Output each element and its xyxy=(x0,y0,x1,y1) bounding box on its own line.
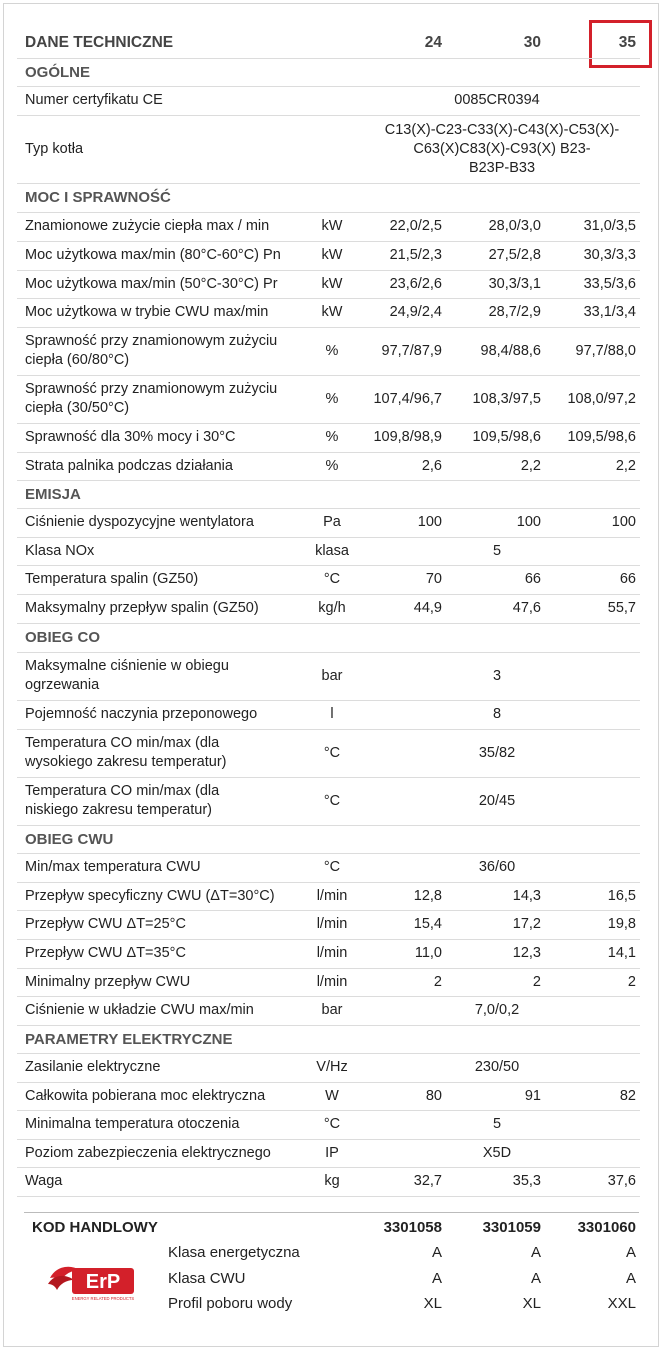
row-label xyxy=(25,882,310,910)
row-value-shared: 8 xyxy=(492,706,502,722)
row-value-1: 109,5/98,6 xyxy=(472,429,541,445)
table-row xyxy=(17,996,640,1026)
row-value-1: 35,3 xyxy=(512,1173,541,1189)
row-value-2: 97,7/88,0 xyxy=(575,342,636,359)
row-label xyxy=(25,1053,310,1082)
row-value-0: 24,9/2,4 xyxy=(389,304,442,320)
row-label-line: Strata palnika podczas działania xyxy=(25,457,233,474)
table-row xyxy=(17,777,640,826)
erp-row-value-2: A xyxy=(625,1243,636,1261)
row-label-line: Pojemność naczynia przeponowego xyxy=(25,706,258,722)
erp-logo-sub: ENERGY RELATED PRODUCTS xyxy=(71,1296,135,1301)
row-value-1: 91 xyxy=(524,1087,541,1104)
row-label-line: Ciśnienie w układzie CWU max/min xyxy=(25,1002,254,1018)
row-value-2: 30,3/3,3 xyxy=(583,247,636,263)
row-label-line: Maksymalne ciśnienie w obiegu xyxy=(25,658,229,674)
row-label-line: Całkowita pobierana moc elektryczna xyxy=(25,1087,266,1104)
table-row xyxy=(17,1167,640,1197)
table-row xyxy=(17,968,640,997)
row-label xyxy=(25,327,310,375)
table-row xyxy=(17,452,640,481)
row-label-line: Temperatura CO min/max (dla xyxy=(25,783,220,799)
table-row xyxy=(17,298,640,328)
row-value-2: 109,5/98,6 xyxy=(567,429,636,445)
row-value-shared: X5D xyxy=(482,1144,512,1161)
section-title: OBIEG CWU xyxy=(25,830,114,848)
row-value-1: 100 xyxy=(516,514,541,530)
row-label-line: Moc użytkowa w trybie CWU max/min xyxy=(25,304,269,320)
row-value-shared: 35/82 xyxy=(478,744,516,761)
row-value-2: 66 xyxy=(619,571,636,587)
erp-row-value-2: XXL xyxy=(607,1294,636,1312)
section-obieg_cwu xyxy=(17,825,640,854)
row-value-0: 15,4 xyxy=(413,916,442,932)
leaf-icon-2 xyxy=(48,1276,74,1290)
boiler-type-value xyxy=(362,115,642,183)
model-col-0: 24 xyxy=(424,33,442,51)
table-row xyxy=(17,212,640,242)
row-unit: °C xyxy=(323,859,341,875)
table-header xyxy=(17,26,640,59)
row-label xyxy=(25,1082,310,1110)
row-label xyxy=(25,508,310,537)
boiler-type-line: B23P-B33 xyxy=(468,159,536,176)
table-row xyxy=(17,1053,640,1083)
row-value-shared: 20/45 xyxy=(478,792,516,809)
row-label-line: Zasilanie elektryczne xyxy=(25,1059,161,1075)
row-unit: kW xyxy=(321,275,343,292)
kod-code-2: 3301060 xyxy=(577,1218,636,1236)
row-value-1: 2 xyxy=(532,973,541,990)
row-unit: kg/h xyxy=(318,600,346,616)
table-row xyxy=(17,939,640,969)
row-label xyxy=(25,968,310,996)
row-label xyxy=(25,212,310,241)
row-label-line: Sprawność przy znamionowym zużyciu xyxy=(25,381,278,397)
row-value-1: 17,2 xyxy=(512,916,541,932)
row-value-0: 97,7/87,9 xyxy=(381,342,442,359)
row-value-1: 98,4/88,6 xyxy=(480,342,541,359)
section-title: PARAMETRY ELEKTRYCZNE xyxy=(25,1030,233,1048)
row-value-shared: 230/50 xyxy=(474,1059,520,1075)
section-moc xyxy=(17,183,640,213)
row-value-0: 107,4/96,7 xyxy=(373,390,442,407)
row-value-0: 22,0/2,5 xyxy=(389,218,442,234)
table-row xyxy=(17,508,640,538)
row-label-line: Klasa NOx xyxy=(25,542,95,559)
cert-value: 0085CR0394 xyxy=(454,92,540,108)
row-unit: Pa xyxy=(323,514,341,530)
row-label-line: wysokiego zakresu temperatur) xyxy=(25,754,227,770)
kod-code-0: 3301058 xyxy=(383,1218,442,1236)
row-unit: % xyxy=(325,457,339,474)
row-label-line: Temperatura CO min/max (dla xyxy=(25,735,220,751)
table-row xyxy=(17,241,640,271)
row-value-0: 44,9 xyxy=(413,600,442,616)
row-unit: °C xyxy=(323,571,341,587)
row-unit: l xyxy=(330,706,334,722)
boiler-type-line: C13(X)-C23-C33(X)-C43(X)-C53(X)- xyxy=(384,121,620,138)
row-value-0: 70 xyxy=(425,571,442,587)
row-value-2: 108,0/97,2 xyxy=(567,390,636,407)
row-label-line: Minimalny przepływ CWU xyxy=(25,973,191,990)
row-value-shared: 36/60 xyxy=(478,859,516,875)
row-label-line: ogrzewania xyxy=(25,677,100,693)
table-row-cert xyxy=(17,86,640,116)
row-label xyxy=(25,375,310,423)
erp-row-value-1: A xyxy=(530,1269,541,1287)
row-unit: l/min xyxy=(316,945,348,961)
table-row xyxy=(17,910,640,940)
row-unit: °C xyxy=(323,792,341,809)
row-value-2: 33,1/3,4 xyxy=(583,304,636,320)
row-label xyxy=(25,1110,310,1139)
row-label-line: Ciśnienie dyspozycyjne wentylatora xyxy=(25,514,254,530)
row-label xyxy=(25,939,310,968)
row-value-2: 100 xyxy=(611,514,636,530)
row-value-shared: 7,0/0,2 xyxy=(474,1002,520,1018)
row-label xyxy=(25,996,310,1025)
erp-row-label: Klasa energetyczna xyxy=(168,1243,300,1261)
row-unit: W xyxy=(325,1087,339,1104)
table-row-typ xyxy=(17,115,640,184)
row-value-1: 47,6 xyxy=(512,600,541,616)
erp-row-value-1: A xyxy=(530,1243,541,1261)
row-label xyxy=(25,853,310,882)
section-title: EMISJA xyxy=(25,485,81,503)
row-label-line: Maksymalny przepływ spalin (GZ50) xyxy=(25,600,259,616)
row-unit: °C xyxy=(323,1116,341,1132)
kod-divider xyxy=(24,1212,639,1213)
row-unit: bar xyxy=(321,1002,343,1018)
erp-logo xyxy=(46,1260,136,1302)
row-label xyxy=(25,565,310,594)
table-row xyxy=(17,537,640,566)
kod-code-1: 3301059 xyxy=(482,1218,541,1236)
row-value-1: 28,7/2,9 xyxy=(488,304,541,320)
section-ogolne xyxy=(17,58,640,87)
row-label-line: Przepływ CWU ΔT=25°C xyxy=(25,916,186,932)
row-unit: klasa xyxy=(315,542,349,559)
row-value-1: 30,3/3,1 xyxy=(488,275,541,292)
row-value-0: 2 xyxy=(433,973,442,990)
row-label-line: niskiego zakresu temperatur) xyxy=(25,802,212,818)
row-label xyxy=(25,1139,310,1167)
row-label xyxy=(25,537,310,565)
row-label-line: Minimalna temperatura otoczenia xyxy=(25,1116,240,1132)
erp-logo-text: ErP xyxy=(85,1271,121,1293)
table-row xyxy=(17,729,640,778)
model-col-2: 35 xyxy=(618,33,636,51)
table-row xyxy=(17,594,640,624)
row-label xyxy=(25,241,310,270)
table-row xyxy=(17,327,640,376)
row-label xyxy=(25,1167,310,1196)
row-unit: l/min xyxy=(316,973,348,990)
row-value-0: 12,8 xyxy=(413,887,442,904)
table-row xyxy=(17,375,640,424)
row-label-line: Sprawność przy znamionowym zużyciu xyxy=(25,333,278,349)
row-unit: l/min xyxy=(316,916,348,932)
row-value-2: 33,5/3,6 xyxy=(583,275,636,292)
row-unit: % xyxy=(325,429,339,445)
table-row xyxy=(17,652,640,701)
row-label xyxy=(25,729,310,777)
row-value-shared: 5 xyxy=(492,1116,502,1132)
row-unit: °C xyxy=(323,744,341,761)
erp-row-value-2: A xyxy=(625,1269,636,1287)
row-value-1: 14,3 xyxy=(512,887,541,904)
row-value-0: 23,6/2,6 xyxy=(389,275,442,292)
row-value-2: 2,2 xyxy=(615,457,636,474)
row-value-0: 11,0 xyxy=(414,945,442,961)
boiler-type-line: C63(X)C83(X)-C93(X) B23- xyxy=(413,140,591,157)
table-row xyxy=(17,270,640,299)
table-row xyxy=(17,1082,640,1111)
row-label-line: Moc użytkowa max/min (80°C-60°C) Pn xyxy=(25,247,281,263)
row-label-line: Poziom zabezpieczenia elektrycznego xyxy=(25,1144,271,1161)
erp-row-value-0: A xyxy=(431,1243,442,1261)
row-label-line: ciepła (60/80°C) xyxy=(25,352,130,368)
row-label xyxy=(25,298,310,327)
table-row xyxy=(17,1139,640,1168)
section-title: OGÓLNE xyxy=(25,63,91,81)
row-label-line: Przepływ CWU ΔT=35°C xyxy=(25,945,186,961)
row-value-0: 109,8/98,9 xyxy=(373,429,442,445)
model-col-1: 30 xyxy=(523,33,541,51)
erp-row-label: Profil poboru wody xyxy=(168,1294,293,1312)
row-label-line: Przepływ specyficzny CWU (ΔT=30°C) xyxy=(25,887,275,904)
table-row xyxy=(17,1110,640,1140)
row-value-2: 2 xyxy=(627,973,636,990)
row-value-shared: 3 xyxy=(492,667,502,684)
kod-label: KOD HANDLOWY xyxy=(32,1218,158,1236)
row-label: Typ kotła xyxy=(25,140,84,157)
row-unit: IP xyxy=(325,1144,339,1161)
row-label xyxy=(25,910,310,939)
section-title: OBIEG CO xyxy=(25,629,101,646)
section-obieg_co xyxy=(17,623,640,653)
kod-handlowy-row xyxy=(24,1216,639,1238)
row-value-0: 80 xyxy=(425,1087,442,1104)
row-unit: % xyxy=(325,342,339,359)
row-value-1: 108,3/97,5 xyxy=(472,390,541,407)
row-unit: V/Hz xyxy=(316,1059,348,1075)
row-label xyxy=(25,700,310,729)
row-value-2: 37,6 xyxy=(607,1173,636,1189)
row-label xyxy=(25,652,310,700)
table-row xyxy=(17,565,640,595)
table-title: DANE TECHNICZNE xyxy=(25,33,174,51)
erp-row-value-1: XL xyxy=(522,1294,541,1312)
table-row xyxy=(17,423,640,453)
row-label xyxy=(25,423,310,452)
row-value-2: 19,8 xyxy=(607,916,636,932)
erp-row-value-0: XL xyxy=(423,1294,442,1312)
row-label-line: ciepła (30/50°C) xyxy=(25,400,130,416)
row-value-2: 16,5 xyxy=(607,887,636,904)
row-value-1: 12,3 xyxy=(512,945,541,961)
row-label-line: Sprawność dla 30% mocy i 30°C xyxy=(25,429,236,445)
row-unit: % xyxy=(325,390,339,407)
section-emisja xyxy=(17,480,640,509)
table-row xyxy=(17,882,640,911)
row-value-2: 55,7 xyxy=(607,600,636,616)
row-label xyxy=(25,594,310,623)
row-value-0: 32,7 xyxy=(413,1173,442,1189)
row-unit: bar xyxy=(321,667,343,684)
row-label xyxy=(25,270,310,298)
row-unit: kW xyxy=(321,247,343,263)
row-label-line: Moc użytkowa max/min (50°C-30°C) Pr xyxy=(25,275,278,292)
erp-row-value-0: A xyxy=(431,1269,442,1287)
section-elektryczne xyxy=(17,1025,640,1054)
row-label-line: Min/max temperatura CWU xyxy=(25,859,201,875)
row-unit: kW xyxy=(321,218,343,234)
erp-row-label: Klasa CWU xyxy=(168,1269,246,1287)
row-value-0: 100 xyxy=(417,514,442,530)
row-value-0: 21,5/2,3 xyxy=(389,247,442,263)
row-value-1: 2,2 xyxy=(520,457,541,474)
row-value-2: 14,1 xyxy=(607,945,636,961)
row-value-2: 31,0/3,5 xyxy=(583,218,636,234)
table-row xyxy=(17,700,640,730)
row-label-line: Temperatura spalin (GZ50) xyxy=(25,571,199,587)
row-label-line: Znamionowe zużycie ciepła max / min xyxy=(25,218,270,234)
section-title: MOC I SPRAWNOŚĆ xyxy=(25,189,171,206)
row-label xyxy=(25,452,310,480)
row-value-1: 27,5/2,8 xyxy=(488,247,541,263)
row-value-0: 2,6 xyxy=(421,457,442,474)
row-label xyxy=(25,777,310,825)
row-label: Numer certyfikatu CE xyxy=(25,92,163,108)
row-value-shared: 5 xyxy=(492,542,502,559)
row-label-line: Waga xyxy=(25,1173,63,1189)
table-row xyxy=(17,853,640,883)
row-unit: kW xyxy=(321,304,343,320)
row-value-2: 82 xyxy=(619,1087,636,1104)
row-value-1: 66 xyxy=(524,571,541,587)
row-unit: l/min xyxy=(316,887,348,904)
row-unit: kg xyxy=(324,1173,340,1189)
row-value-1: 28,0/3,0 xyxy=(488,218,541,234)
